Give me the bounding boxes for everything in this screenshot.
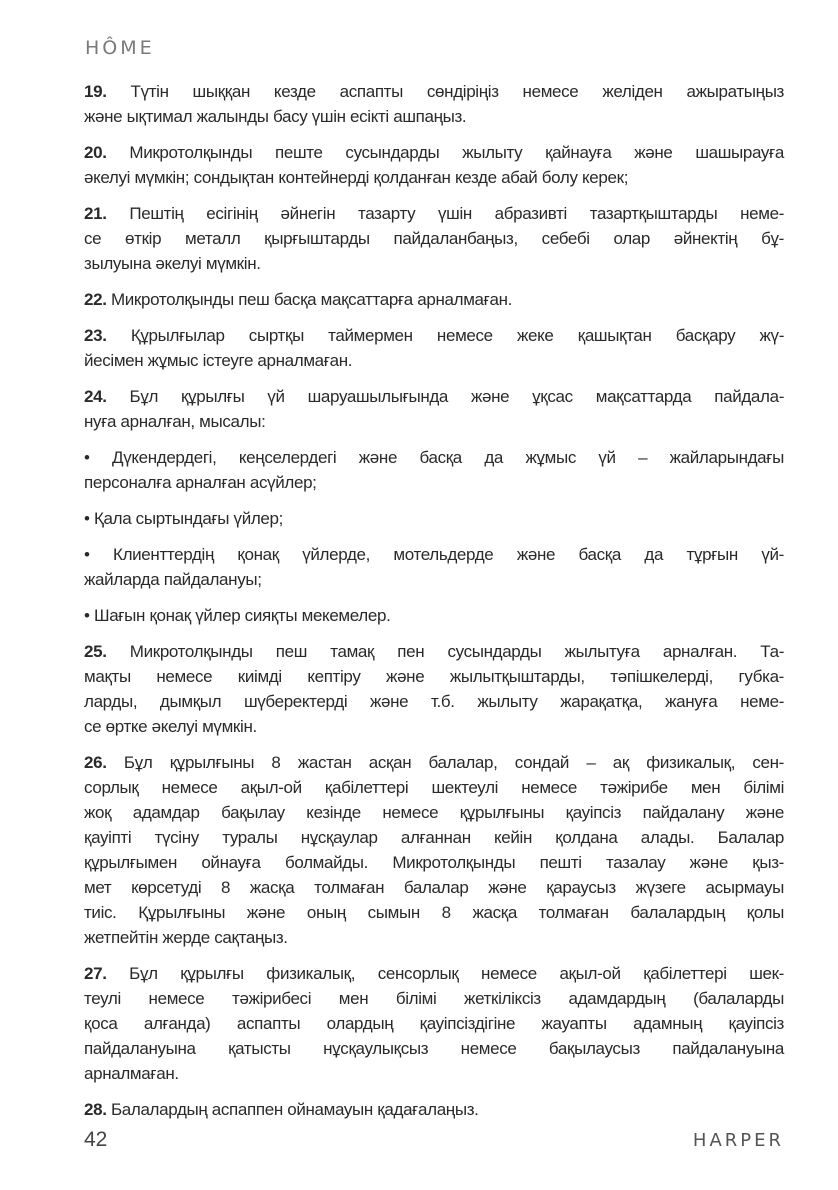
text-line [84,348,784,373]
text-line [84,201,784,226]
page-number: 42 [84,1128,108,1151]
line-text: ларды, дымқыл шүберектерді және т.б. жылыту жарақатқа, жануға неме- [84,692,784,711]
text-line [84,664,784,689]
line-text: Бұл құрылғы физикалық, сенсорлық немесе ақыл-ой қабілеттері шек- [129,964,784,983]
text-line [84,750,784,775]
line-text: арналмаған. [84,1064,179,1083]
line-text: Микротолқынды пеште сусындарды жылыту қайнауға және шашырауға [129,143,785,162]
line-text: персоналға арналған асүйлер; [84,473,317,492]
numbered-paragraph [84,287,784,312]
line-text: • Дүкендердегі, кеңселердегі және басқа да жұмыс үй – жайларындағы [84,448,784,467]
text-line [84,409,784,434]
text-line [84,140,784,165]
text-line [84,800,784,825]
item-number: 25. [84,642,107,661]
text-line [84,445,784,470]
line-text: Құрылғылар сыртқы таймермен немесе жеке қашықтан басқару жү- [130,326,785,345]
text-line [84,104,784,129]
line-text: жайларда пайдалануы; [84,570,262,589]
text-line [84,875,784,900]
item-number: 19. [84,82,107,101]
numbered-paragraph [84,639,784,739]
numbered-paragraph [84,140,784,190]
text-line [84,961,784,986]
numbered-paragraph [84,750,784,950]
line-text: • Қала сыртындағы үйлер; [84,509,283,528]
line-text: се өртке әкелуі мүмкін. [84,717,257,736]
bullet-paragraph [84,445,784,495]
line-text: тиіс. Құрылғыны және оның сымын 8 жасқа толмаған балалардың қолы [84,903,784,922]
text-line [84,542,784,567]
text-line [84,251,784,276]
line-text: • Шағын қонақ үйлер сияқты мекемелер. [84,606,391,625]
text-line [84,1097,784,1122]
text-line [84,287,784,312]
item-number: 26. [84,753,107,772]
line-text: қауіпті түсіну туралы нұсқаулар алғаннан кейін қолдана алады. Балалар [84,828,784,847]
text-line [84,165,784,190]
line-text: Микротолқынды пеш басқа мақсаттарға арналмаған. [110,290,512,309]
item-number: 28. [84,1100,107,1119]
line-text: Микротолқынды пеш тамақ пен сусындарды жылытуға арналған. Та- [129,642,784,661]
home-logo: HÔME [85,37,155,59]
text-line [84,639,784,664]
line-text: жоқ адамдар бақылау кезінде немесе құрылғыны қауіпсіз пайдалану және [84,803,784,822]
text-line [84,323,784,348]
numbered-paragraph [84,384,784,434]
text-line [84,986,784,1011]
line-text: мет көрсетуді 8 жасқа толмаған балалар және қараусыз жүзеге асырмауы [84,878,784,897]
text-line [84,226,784,251]
text-line [84,714,784,739]
line-text: Бұл құрылғыны 8 жастан асқан балалар, сондай – ақ физикалық, сен- [123,753,784,772]
text-line [84,603,784,628]
numbered-paragraph [84,961,784,1086]
line-text: жетпейтін жерде сақтаңыз. [84,928,288,947]
text-line [84,1061,784,1086]
line-text: Бұл құрылғы үй шаруашылығында және ұқсас мақсаттарда пайдала- [129,387,785,406]
line-text: зылуына әкелуі мүмкін. [84,254,261,273]
item-number: 22. [84,290,107,309]
numbered-paragraph [84,323,784,373]
line-text: әкелуі мүмкін; сондықтан контейнерді қолданған кезде абай болу керек; [84,168,629,187]
text-line [84,925,784,950]
line-text: Балалардың аспаппен ойнамауын қадағалаңыз. [110,1100,479,1119]
item-number: 21. [84,204,107,223]
line-text: пайдалануына қатысты нұсқаулықсыз немесе бақылаусыз пайдалануына [84,1039,784,1058]
text-line [84,689,784,714]
text-line [84,79,784,104]
line-text: теулі немесе тәжірибесі мен білімі жеткіліксіз адамдардың (балаларды [84,989,784,1008]
line-text: се өткір металл қырғыштарды пайдаланбаңыз, себебі олар әйнектің бұ- [84,229,784,248]
text-line [84,506,784,531]
item-number: 27. [84,964,107,983]
text-line [84,850,784,875]
item-number: 23. [84,326,107,345]
text-line [84,384,784,409]
line-text: нуға арналған, мысалы: [84,412,266,431]
line-text: мақты немесе киімді кептіру және жылытқыштарды, тәпішкелерді, губка- [84,667,784,686]
item-number: 24. [84,387,107,406]
numbered-paragraph [84,1097,784,1122]
line-text: және ықтимал жалынды басу үшін есікті ашпаңыз. [84,107,467,126]
bullet-paragraph [84,603,784,628]
line-text: йесімен жұмыс істеуге арналмаған. [84,351,353,370]
numbered-paragraph [84,201,784,276]
text-line [84,1036,784,1061]
line-text: қоса алғанда) аспапты олардың қауіпсіздігіне жауапты адамның қауіпсіз [84,1014,784,1033]
bullet-paragraph [84,542,784,592]
line-text: Пештің есігінің әйнегін тазарту үшін абразивті тазартқыштарды неме- [129,204,785,223]
bullet-paragraph [84,506,784,531]
line-text: құрылғымен ойнауға болмайды. Микротолқынды пешті тазалау және қыз- [84,853,784,872]
text-line [84,470,784,495]
numbered-paragraph [84,79,784,129]
line-text: • Клиенттердің қонақ үйлерде, мотельдерде және басқа да тұрғын үй- [84,545,784,564]
text-line [84,775,784,800]
text-line [84,1011,784,1036]
text-line [84,825,784,850]
document-body [84,79,784,1122]
item-number: 20. [84,143,107,162]
text-line [84,900,784,925]
text-line [84,567,784,592]
brand-logo: HARPER [692,1130,784,1151]
line-text: Түтін шыққан кезде аспапты сөндіріңіз немесе желіден ажыратыңыз [130,82,785,101]
line-text: сорлық немесе ақыл-ой қабілеттері шектеулі немесе тәжірибе мен білімі [84,778,784,797]
